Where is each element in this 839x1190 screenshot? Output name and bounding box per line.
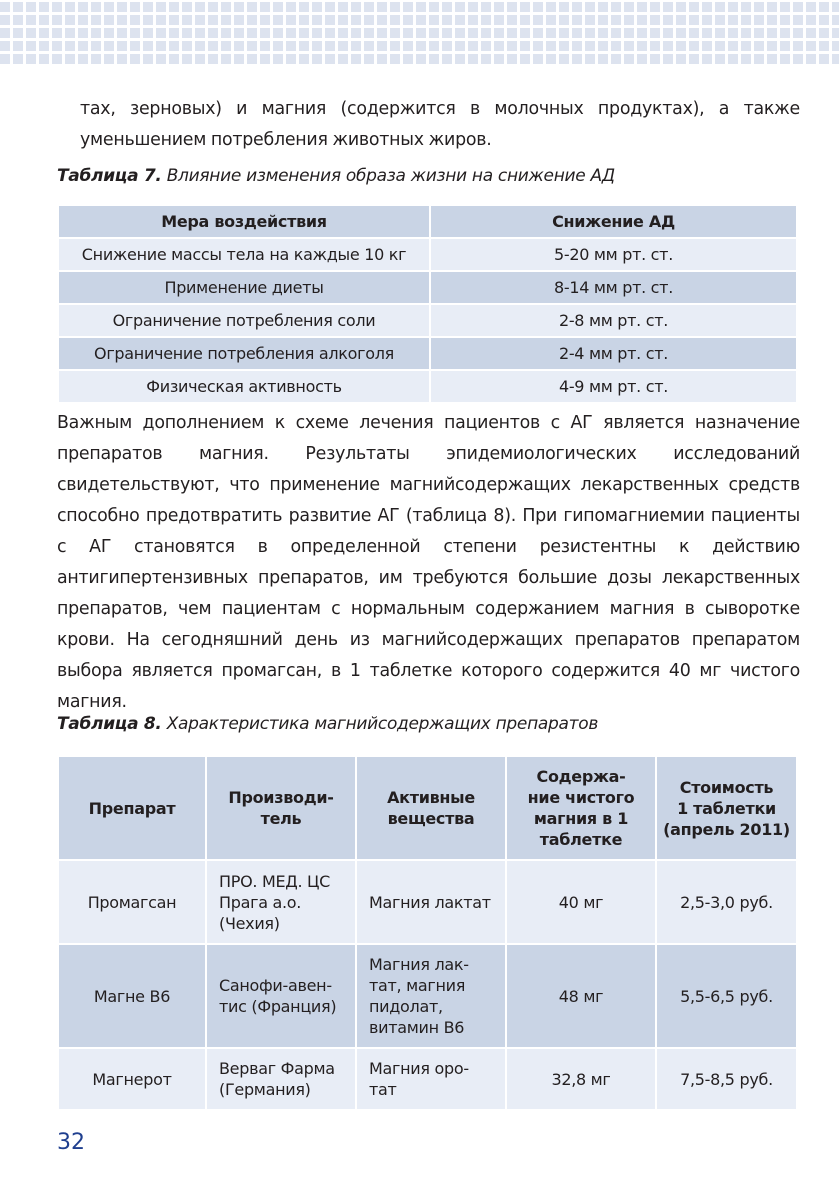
- table-row: [58, 238, 797, 271]
- table-cell: 2-8 мм рт. ст.: [430, 304, 797, 337]
- cell-text: Санофи-авен- тис (Франция): [219, 976, 337, 1016]
- table8-caption-label: Таблица 8.: [57, 714, 162, 734]
- column-header: [58, 756, 206, 860]
- table8-caption: [57, 714, 598, 734]
- table-cell: [656, 1048, 797, 1110]
- cell-text: ПРО. МЕД. ЦС Прага а.о. (Чехия): [219, 871, 331, 933]
- cell-text: 40 мг: [558, 892, 604, 912]
- table-cell: [58, 944, 206, 1048]
- cell-text: 48 мг: [558, 986, 604, 1006]
- cell-text: Магния лак- тат, магния пидолат, витамин В6: [369, 955, 469, 1037]
- lifestyle-table: [57, 204, 798, 404]
- column-header: Мера воздействия: [58, 205, 430, 238]
- table-cell: [506, 1048, 656, 1110]
- table-cell: [206, 1048, 356, 1110]
- magnesium-table: [57, 755, 798, 1111]
- column-header: [506, 756, 656, 860]
- table-row: [58, 271, 797, 304]
- cell-text: Магнерот: [92, 1069, 172, 1089]
- table7-caption-text: Влияние изменения образа жизни на снижение АД: [161, 166, 615, 186]
- table-cell: [58, 860, 206, 944]
- header-decoration: [0, 0, 839, 64]
- header-text: Производи- тель: [228, 788, 334, 828]
- table-cell: [206, 860, 356, 944]
- header-text: Активные вещества: [387, 788, 475, 828]
- table-cell: 8-14 мм рт. ст.: [430, 271, 797, 304]
- table-row: [58, 370, 797, 403]
- cell-text: 5,5-6,5 руб.: [680, 986, 773, 1006]
- table-cell: [506, 860, 656, 944]
- table7-caption: [57, 166, 615, 186]
- table-row: [58, 337, 797, 370]
- table-header-row: [58, 756, 797, 860]
- cell-text: Промагсан: [87, 892, 177, 912]
- table-cell: 2-4 мм рт. ст.: [430, 337, 797, 370]
- table-cell: [356, 1048, 506, 1110]
- column-header: [356, 756, 506, 860]
- table-row: [58, 860, 797, 944]
- table-cell: [656, 860, 797, 944]
- paragraph-main: Важным дополнением к схеме лечения пациентов с АГ является назначение препаратов магния. Результаты эпидемиологических исследований свидетельствуют, что применение магнийсодержащих лекарственных средств способно предотвратить развитие АГ (таблица 8). При гипомагниемии пациенты с АГ становятся в определенной степени резистентны к действию антигипертензивных препаратов, им требуются большие дозы лекарственных препаратов, чем пациентам с нормальным содержанием магния в сыворотке крови. На сегодняшний день из магнийсодержащих препаратов препаратом выбора является промагсан, в 1 таблетке которого содержится 40 мг чистого магния.: [57, 413, 800, 712]
- cell-text: Магния лактат: [369, 892, 491, 912]
- table-row: [58, 304, 797, 337]
- table-row: [58, 944, 797, 1048]
- page-number: 32: [57, 1130, 85, 1155]
- table-cell: Применение диеты: [58, 271, 430, 304]
- table-cell: [656, 944, 797, 1048]
- column-header: [656, 756, 797, 860]
- header-text: Содержа- ние чистого магния в 1 таблетке: [527, 767, 635, 849]
- table-cell: Ограничение потребления алкоголя: [58, 337, 430, 370]
- column-header: Снижение АД: [430, 205, 797, 238]
- cell-text: Верваг Фарма (Германия): [219, 1059, 335, 1099]
- table-cell: Физическая активность: [58, 370, 430, 403]
- table8-caption-text: Характеристика магнийсодержащих препаратов: [161, 714, 599, 734]
- table-cell: Ограничение потребления соли: [58, 304, 430, 337]
- table-cell: [58, 1048, 206, 1110]
- table-row: [58, 1048, 797, 1110]
- table-cell: [356, 860, 506, 944]
- header-text: Стоимость 1 таблетки (апрель 2011): [663, 777, 790, 839]
- table-header-row: [58, 205, 797, 238]
- cell-text: Магне В6: [93, 986, 171, 1006]
- table-cell: [356, 944, 506, 1048]
- cell-text: 7,5-8,5 руб.: [680, 1069, 773, 1089]
- table7-caption-label: Таблица 7.: [57, 166, 162, 186]
- header-text: Препарат: [88, 798, 176, 818]
- table-cell: [206, 944, 356, 1048]
- table-cell: 4-9 мм рт. ст.: [430, 370, 797, 403]
- table-cell: [506, 944, 656, 1048]
- table-cell: 5-20 мм рт. ст.: [430, 238, 797, 271]
- cell-text: 32,8 мг: [551, 1069, 611, 1089]
- paragraph-continuation: тах, зерновых) и магния (содержится в молочных продуктах), а также уменьшением потребления животных жиров.: [80, 99, 800, 150]
- column-header: [206, 756, 356, 860]
- cell-text: 2,5-3,0 руб.: [680, 892, 773, 912]
- cell-text: Магния оро- тат: [369, 1059, 469, 1099]
- table-cell: Снижение массы тела на каждые 10 кг: [58, 238, 430, 271]
